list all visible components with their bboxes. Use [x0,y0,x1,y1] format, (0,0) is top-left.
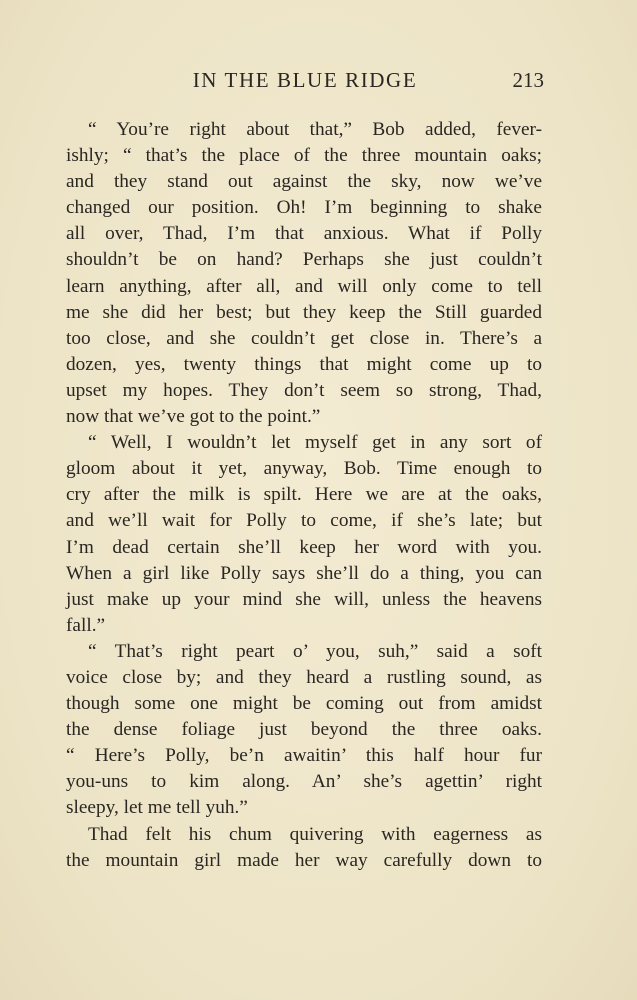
text-line: too close, and she couldn’t get close in. There’s a [66,327,542,349]
text-line: dozen, yes, twenty things that might come up to [66,353,542,375]
text-line: the mountain girl made her way carefully down to [66,849,542,871]
text-line: you-uns to kim along. An’ she’s agettin’ right [66,771,542,793]
text-line: all over, Thad, I’m that anxious. What if Polly [66,223,542,245]
text-line: When a girl like Polly says she’ll do a thing, you can [66,562,542,584]
text-line: cry after the milk is spilt. Here we are at the oaks, [66,484,542,506]
text-line: me she did her best; but they keep the Still guarded [66,301,542,323]
body-text [66,117,542,874]
text-line: “ That’s right peart o’ you, suh,” said a soft [88,640,542,662]
text-line: “ You’re right about that,” Bob added, fever- [88,119,542,140]
text-line: the dense foliage just beyond the three oaks. [66,719,542,741]
text-line: shouldn’t be on hand? Perhaps she just couldn’t [66,249,542,271]
text-line: sleepy, let me tell yuh.” [66,797,248,819]
text-line: I’m dead certain she’ll keep her word with you. [66,536,542,558]
text-line: and we’ll wait for Polly to come, if she’s late; but [66,510,542,532]
text-line: “ Well, I wouldn’t let myself get in any sort of [88,432,542,454]
page-number: 213 [512,68,544,92]
text-line: “ Here’s Polly, be’n awaitin’ this half hour fur [66,745,542,767]
text-line: upset my hopes. They don’t seem so strong, Thad, [66,379,542,401]
text-line: changed our position. Oh! I’m beginning to shake [66,197,542,219]
text-line: Thad felt his chum quivering with eagerness as [88,823,542,845]
text-line: though some one might be coming out from amidst [66,693,542,715]
running-head [66,68,544,100]
text-line: gloom about it yet, anyway, Bob. Time enough to [66,458,542,480]
text-line: ishly; “ that’s the place of the three mountain oaks; [66,145,542,167]
text-line: fall.” [66,614,106,636]
text-line: now that we’ve got to the point.” [66,406,321,428]
text-line: voice close by; and they heard a rustling sound, as [66,666,542,688]
text-line: learn anything, after all, and will only come to tell [66,275,542,297]
running-title: IN THE BLUE RIDGE [192,68,418,92]
text-line: and they stand out against the sky, now we’ve [66,171,542,193]
text-line: just make up your mind she will, unless the heavens [66,588,542,610]
